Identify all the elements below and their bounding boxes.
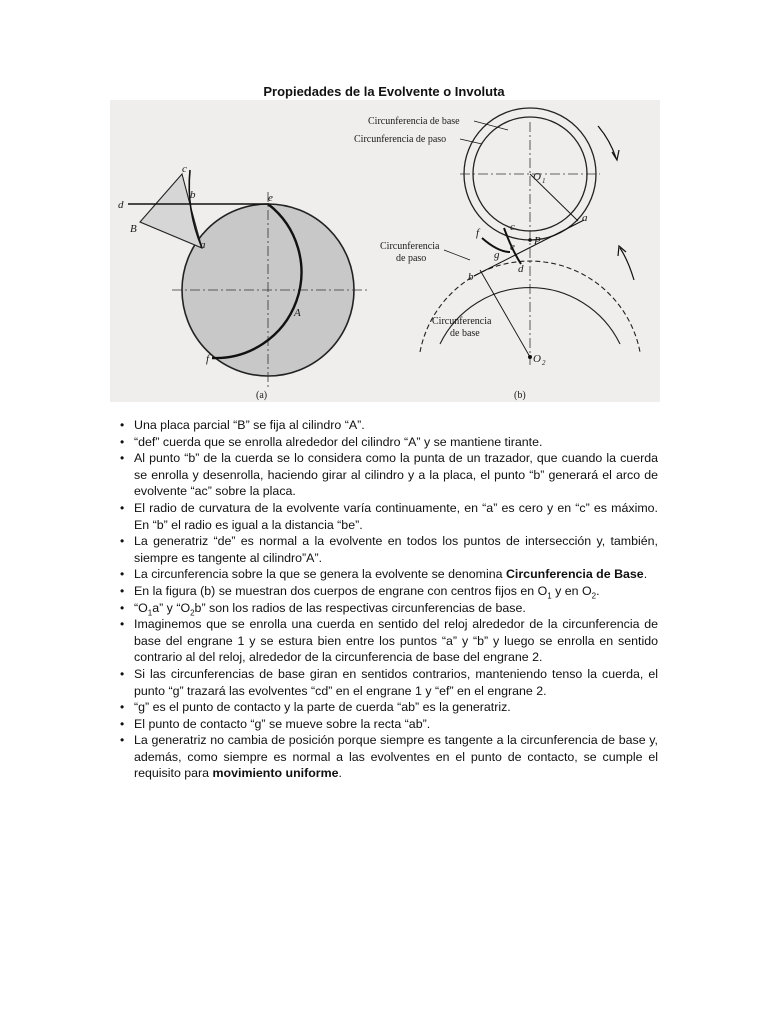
label-pitch-circle: Circunferencia de paso: [354, 134, 447, 145]
bullet-item: [120, 500, 658, 533]
subscript: 2: [591, 591, 597, 601]
bullet-item: [120, 417, 658, 434]
bullet-text: La generatriz no cambia de posición porque siempre es tangente a la circunferencia de base y, además, como siempre es normal a las evolventes en el punto de contacto, se cumple el requisito para: [134, 733, 658, 781]
label-a-e: e: [268, 192, 273, 204]
bullet-item: [120, 616, 658, 666]
label-b-c: c: [510, 221, 515, 233]
bullet-text: La circunferencia sobre la que se genera la evolvente se denomina: [134, 567, 506, 582]
bullet-text: a” y “O: [152, 600, 191, 615]
bullet-item: [120, 434, 658, 451]
bullet-item: [120, 732, 658, 782]
bullet-text: El radio de curvatura de la evolvente varía continuamente, en “a” es cero y en “c” es máximo. En “b” el radio es igual a la distancia “be”.: [134, 500, 658, 532]
label-b-O2-sub: 2: [542, 359, 546, 367]
bullet-text: La generatriz “de” es normal a la evolvente en todos los puntos de intersección y, también, siempre es tangente al cilindro”A”.: [134, 534, 658, 565]
label-b-O1-sub: 1: [542, 177, 546, 185]
subscript: 2: [190, 608, 195, 617]
figure-b: [354, 108, 640, 401]
bullet-text: b” son los radios de las respectivas circunferencias de base.: [194, 600, 526, 615]
bullet-text: Al punto “b” de la cuerda se lo considera como la punta de un trazador, que cuando la cuerda se enrolla y desenrolla, haciendo girar al cilindro y a la placa, el punto “b” generará el arco de evolvente “ac” sobre la placa.: [134, 451, 658, 499]
label-a-c: c: [182, 163, 187, 175]
bullet-text: “O: [134, 600, 148, 615]
label-pitch-circle-2b: de paso: [396, 253, 427, 264]
bullet-list: [120, 417, 658, 782]
label-a-f: f: [206, 353, 210, 365]
bullet-text: “def” cuerda que se enrolla alrededor del cilindro “A” y se mantiene tirante.: [134, 434, 543, 449]
bullet-item: [120, 533, 658, 566]
label-pitch-circle-2a: Circunferencia: [380, 241, 440, 252]
label-b-a: a: [582, 212, 588, 224]
label-a-a: a: [200, 239, 206, 251]
label-a-B: B: [130, 223, 137, 235]
leader-base-circle: [474, 121, 508, 130]
label-base-circle-2a: Circunferencia: [432, 316, 492, 327]
page-title: Propiedades de la Evolvente o Involuta: [263, 84, 505, 99]
label-b-e: e: [510, 241, 515, 253]
subscript: 1: [547, 591, 552, 601]
label-b-f: f: [476, 227, 480, 239]
bullet-item: [120, 583, 658, 600]
involute-figure: [110, 100, 660, 402]
figure-a: [118, 163, 368, 401]
bullet-text: y en O: [551, 583, 592, 598]
bullet-item: [120, 450, 658, 500]
label-a-A: A: [294, 307, 301, 319]
rotation-arrow-2: [620, 248, 634, 280]
label-b-O1: O: [533, 171, 541, 183]
pitch-point-p: [528, 238, 532, 242]
bold-term: Circunferencia de Base: [505, 567, 644, 582]
bullet-text: .: [596, 583, 600, 598]
bullet-item: [120, 600, 658, 617]
label-b-O2: O: [533, 353, 541, 365]
label-b-g: g: [494, 249, 500, 261]
label-a-d: d: [118, 199, 124, 211]
bullet-item: [120, 566, 658, 583]
leader-pitch-circle-2: [444, 250, 470, 260]
caption-a: (a): [256, 390, 268, 401]
bullet-item: [120, 716, 658, 733]
bullet-text: El punto de contacto “g” se mueve sobre la recta “ab”.: [134, 716, 431, 731]
center-o2: [528, 355, 532, 359]
bullet-item: [120, 666, 658, 699]
bullet-text: Una placa parcial “B” se fija al cilindro “A”.: [134, 418, 365, 432]
subscript: 1: [147, 608, 153, 617]
radius-o2b: [480, 270, 530, 357]
label-b-b: b: [468, 271, 474, 283]
plate-b: [140, 174, 202, 248]
bold-term: movimiento uniforme: [212, 766, 339, 781]
caption-b: (b): [514, 390, 526, 401]
bullet-item: [120, 699, 658, 716]
label-b-d: d: [518, 263, 524, 275]
label-a-b: b: [190, 189, 196, 201]
label-base-circle-2b: de base: [450, 328, 480, 339]
label-base-circle: Circunferencia de base: [368, 116, 460, 127]
bullet-text: En la figura (b) se muestran dos cuerpos de engrane con centros fijos en O: [134, 583, 548, 598]
label-b-P: P: [534, 235, 541, 247]
involute-diagram: [110, 100, 660, 402]
bullet-text: Si las circunferencias de base giran en sentidos contrarios, manteniendo tenso la cuerda, el punto “g” trazará las evolventes “cd” en el engrane 1 y “ef” en el engrane 2.: [134, 666, 658, 698]
bullet-text: .: [338, 766, 342, 781]
bullet-text: “g” es el punto de contacto y la parte de cuerda “ab” es la generatriz.: [134, 700, 511, 715]
bullet-text: .: [643, 567, 648, 582]
bullet-text: Imaginemos que se enrolla una cuerda en sentido del reloj alrededor de la circunferencia de base del engrane 1 y se estura bien entre los puntos “a” y “b” y luego se enrolla en sentido contrario al del reloj, alrededor de la circunferencia de base del engrane 2.: [134, 617, 658, 665]
